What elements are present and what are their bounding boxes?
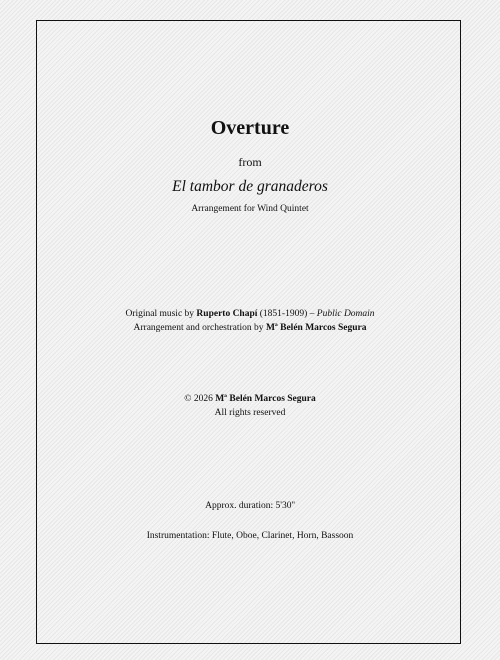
from-label: from bbox=[238, 155, 262, 169]
work-title: El tambor de granaderos bbox=[172, 178, 328, 195]
composer-name: Ruperto Chapí bbox=[196, 309, 258, 319]
instrumentation-text: Instrumentation: Flute, Oboe, Clarinet, Horn, Bassoon bbox=[146, 531, 354, 541]
duration-text: Approx. duration: 5'30'' bbox=[205, 501, 295, 511]
original-music-credit bbox=[0, 309, 500, 319]
copyright-line bbox=[0, 394, 500, 404]
copyright-holder: Mª Belén Marcos Segura bbox=[215, 394, 316, 404]
arrangement-credit bbox=[0, 323, 500, 333]
license-text: Public Domain bbox=[316, 309, 375, 319]
rights-reserved: All rights reserved bbox=[214, 408, 286, 418]
copyright-year: © 2026 bbox=[184, 394, 216, 404]
arranger-name: Mª Belén Marcos Segura bbox=[265, 323, 367, 333]
arrangement-subtitle: Arrangement for Wind Quintet bbox=[191, 204, 309, 214]
original-music-prefix: Original music by bbox=[125, 309, 197, 319]
score-title: Overture bbox=[210, 117, 290, 139]
arrangement-prefix: Arrangement and orchestration by bbox=[133, 323, 266, 333]
composer-dates: (1851-1909) – bbox=[257, 309, 317, 319]
